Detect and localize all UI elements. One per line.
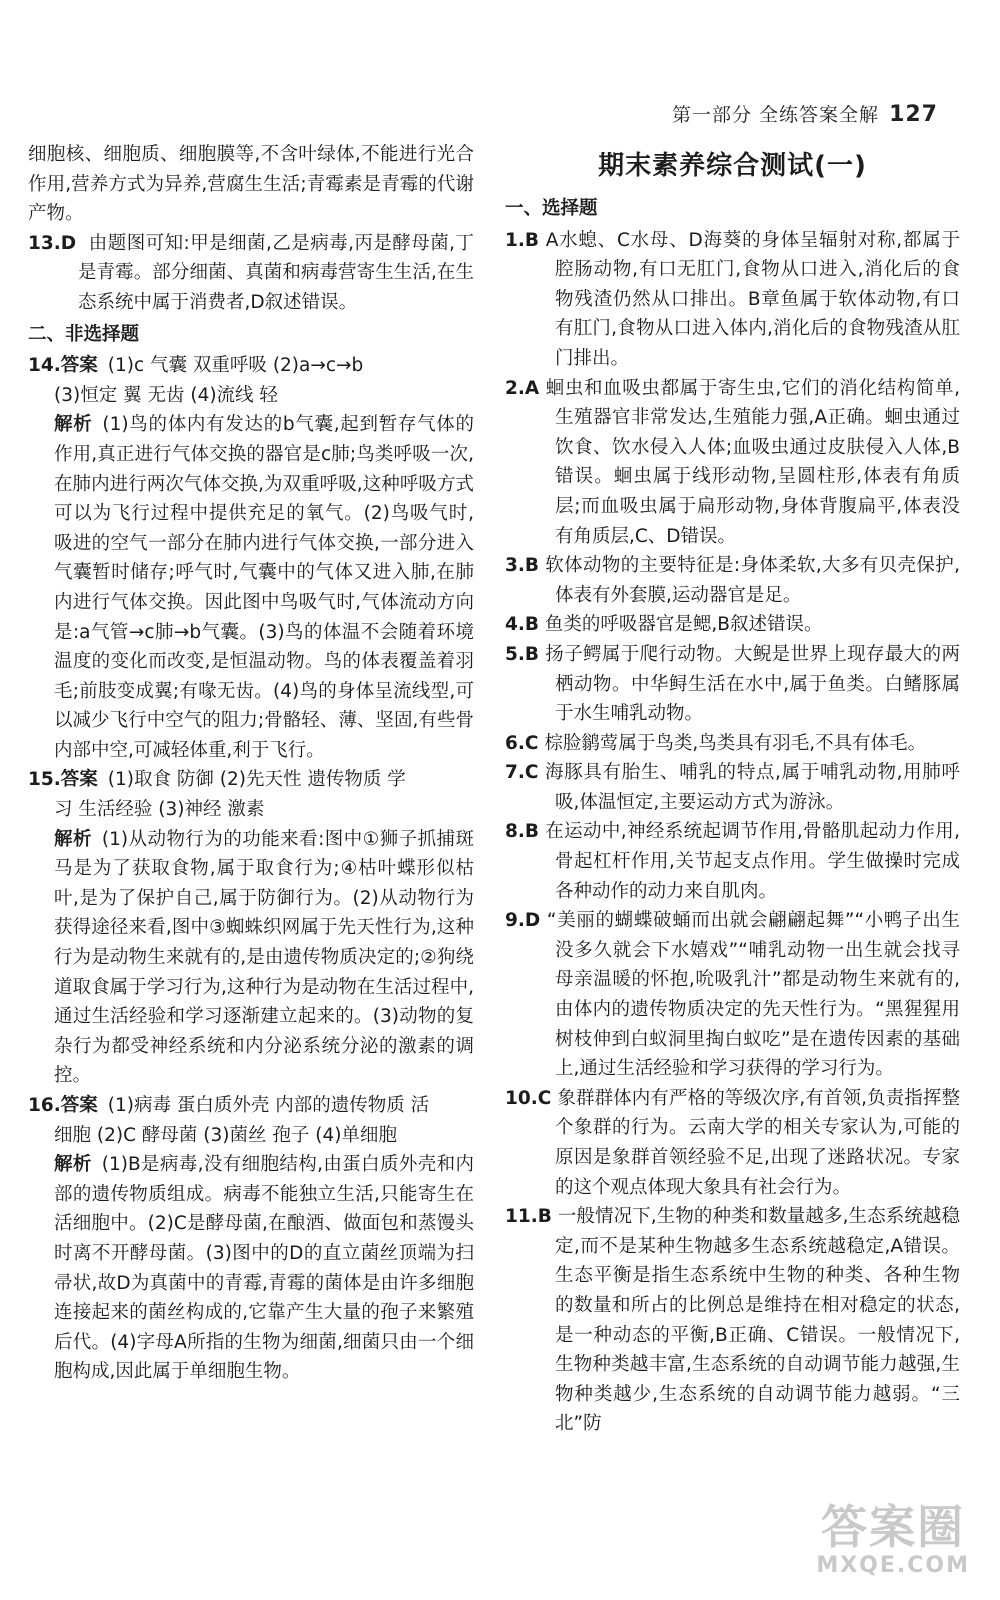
question-14-answer-line2: (3)恒定 翼 无齿 (4)流线 轻 — [54, 384, 278, 406]
answer-item-text: 一般情况下,生物的种类和数量越多,生态系统越稳定,而不是某种生物越多生态系统越稳定,A错误。生态平衡是指生态系统中生物的种类、各种生物的数量和所占的比例总是维持在相对稳定的状态,是一种动态的平衡,B正确、C错误。一般情况下,生物种类越丰富,生态系统的自动调节能力越强,生物种类越少,生态系统的自动调节能力越弱。“三北”防 — [555, 1206, 960, 1435]
answer-item — [505, 729, 960, 759]
question-15-analysis-text: (1)从动物行为的功能来看:图中①狮子抓捕斑马是为了获取食物,属于取食行为;④枯叶蝶形似枯叶,是为了保护自己,属于防御行为。(2)从动物行为获得途径来看,图中③蜘蛛织网属于先天性行为,这种行为是动物生来就有的,是由遗传物质决定的;②狗绕道取食属于学习行为,这种行为是动物在生活过程中,通过生活经验和学习逐渐建立起来的。(3)动物的复杂行为都受神经系统和内分泌系统分泌的激素的调控。 — [54, 828, 474, 1087]
answer-item — [505, 226, 960, 374]
answer-item-number: 9.D — [505, 910, 541, 932]
answer-item-number: 11.B — [505, 1206, 552, 1228]
logo-url: MXQE.COM — [816, 1553, 970, 1578]
answer-label: 答案 — [60, 769, 98, 791]
question-13 — [28, 229, 474, 318]
answer-item-number: 7.C — [505, 762, 539, 784]
question-16-analysis — [28, 1150, 474, 1387]
question-13-text: 由题图可知:甲是细菌,乙是病毒,丙是酵母菌,丁是青霉。部分细菌、真菌和病毒营寄生生活,在生态系统中属于消费者,D叙述错误。 — [78, 232, 474, 313]
question-15-answer-line2: 习 生活经验 (3)神经 激素 — [54, 799, 265, 821]
question-14-answer-line1: (1)c 气囊 双重呼吸 (2)a→c→b — [107, 355, 364, 377]
question-16-number: 16. — [28, 1095, 61, 1116]
right-column — [505, 140, 960, 1439]
intro-paragraph: 细胞核、细胞质、细胞膜等,不含叶绿体,不能进行光合作用,营养方式为异养,营腐生生活;青霉素是青霉的代谢产物。 — [28, 144, 474, 225]
analysis-label: 解析 — [54, 1154, 92, 1176]
answer-item-text: “美丽的蝴蝶破蛹而出就会翩翩起舞”“小鸭子出生没多久就会下水嬉戏”“哺乳动物一出生就会找寻母亲温暖的怀抱,吮吸乳汁”都是动物生来就有的,由体内的遗传物质决定的先天性行为。“黑猩猩用树枝伸到白蚁洞里掏白蚁吃”是在遗传因素的基础上,通过生活经验和学习获得的学习行为。 — [546, 910, 960, 1080]
page-header — [672, 100, 938, 127]
answer-item-number: 2.A — [505, 377, 540, 399]
question-15-answer-line1: (1)取食 防御 (2)先天性 遗传物质 学 — [107, 769, 406, 791]
site-logo — [816, 1501, 970, 1578]
left-column — [28, 140, 474, 1387]
answer-item-text: 鱼类的呼吸器官是鳃,B叙述错误。 — [544, 614, 823, 636]
question-15-answer — [28, 765, 474, 795]
answer-item-text: 棕脸鹟莺属于鸟类,鸟类具有羽毛,不具有体毛。 — [544, 732, 927, 754]
question-16-answer — [28, 1091, 474, 1121]
question-14-answer — [28, 351, 474, 381]
question-15-number: 15. — [28, 769, 61, 791]
question-14-number: 14. — [28, 355, 61, 377]
page-number: 127 — [889, 102, 938, 127]
answer-label: 答案 — [60, 355, 98, 377]
question-13-number: 13.D — [28, 232, 77, 254]
question-14-analysis — [28, 410, 474, 765]
answer-item-text: A水螅、C水母、D海葵的身体呈辐射对称,都属于腔肠动物,有口无肛门,食物从口进入,消化后的食物残渣仍然从口排出。B章鱼属于软体动物,有口有肛门,食物从口进入体内,消化后的食物残渣从肛门排出。 — [545, 229, 961, 369]
analysis-label: 解析 — [54, 414, 93, 436]
answer-item-text: 象群群体内有严格的等级次序,有首领,负责指挥整个象群的行为。云南大学的相关专家认为,可能的原因是象群首领经验不足,出现了迷路状况。专家的这个观点体现大象具有社会行为。 — [555, 1087, 960, 1198]
answer-item-number: 4.B — [505, 614, 540, 636]
answer-item-number: 6.C — [505, 732, 539, 754]
answer-item — [505, 374, 960, 552]
answer-item-text: 软体动物的主要特征是:身体柔软,大多有贝壳保护,体表有外套膜,运动器官是足。 — [545, 555, 960, 606]
header-section: 第一部分 全练答案全解 — [672, 104, 880, 126]
question-16-answer-line1: (1)病毒 蛋白质外壳 内部的遗传物质 活 — [107, 1095, 430, 1116]
answer-item-number: 3.B — [505, 555, 540, 577]
answer-item — [505, 610, 960, 640]
answer-item-text: 蛔虫和血吸虫都属于寄生虫,它们的消化结构简单,生殖器官非常发达,生殖能力强,A正确。蛔虫通过饮食、饮水侵入人体;血吸虫通过皮肤侵入人体,B错误。蛔虫属于线形动物,呈圆柱形,体表有角质层;而血吸虫属于扁形动物,身体背腹扁平,体表没有角质层,C、D错误。 — [545, 377, 961, 547]
answer-item — [505, 758, 960, 817]
answer-item-number: 10.C — [505, 1087, 552, 1109]
question-14-analysis-text: (1)鸟的体内有发达的b气囊,起到暂存气体的作用,真正进行气体交换的器官是c肺;鸟类呼吸一次,在肺内进行两次气体交换,为双重呼吸,这种呼吸方式可以为飞行过程中提供充足的氧气。(2)鸟吸气时,吸进的空气一部分在肺内进行气体交换,一部分进入气囊暂时储存;呼气时,气囊中的气体又进入肺,在肺内进行气体交换。因此图中鸟吸气时,气体流动方向是:a气管→c肺→b气囊。(3)鸟的体温不会随着环境温度的变化而改变,是恒温动物。鸟的体表覆盖着羽毛;前肢变成翼;有喙无齿。(4)鸟的身体呈流线型,可以减少飞行中空气的阻力;骨骼轻、薄、坚固,有些骨内部中空,可减轻体重,利于飞行。 — [54, 414, 474, 761]
answer-item — [505, 817, 960, 906]
question-16-analysis-text: (1)B是病毒,没有细胞结构,由蛋白质外壳和内部的遗传物质组成。病毒不能独立生活,只能寄生在活细胞中。(2)C是酵母菌,在酿酒、做面包和蒸馒头时离不开酵母菌。(3)图中的D的直立菌丝顶端为扫帚状,故D为真菌中的青霉,青霉的菌体是由许多细胞连接起来的菌丝构成的,它靠产生大量的孢子来繁殖后代。(4)字母A所指的生物为细菌,细菌只由一个细胞构成,因此属于单细胞生物。 — [54, 1154, 474, 1383]
answer-item — [505, 1202, 960, 1439]
analysis-label: 解析 — [54, 828, 92, 850]
section-heading-1: 一、选择题 — [505, 198, 598, 219]
answer-label: 答案 — [60, 1095, 98, 1116]
answer-item — [505, 640, 960, 729]
answer-item — [505, 1084, 960, 1202]
question-15-analysis — [28, 825, 474, 1091]
logo-text: 答案圈 — [821, 1500, 966, 1554]
answer-item-number: 8.B — [505, 821, 540, 843]
choice-answer-list — [505, 226, 960, 1439]
answer-item-text: 在运动中,神经系统起调节作用,骨骼肌起动力作用,骨起杠杆作用,关节起支点作用。学生做操时完成各种动作的动力来自肌肉。 — [545, 821, 960, 902]
answer-item-text: 扬子鳄属于爬行动物。大鲵是世界上现存最大的两栖动物。中华鲟生活在水中,属于鱼类。白鳍豚属于水生哺乳动物。 — [545, 643, 960, 725]
test-title: 期末素养综合测试(一) — [598, 151, 867, 181]
question-16-answer-line2: 细胞 (2)C 酵母菌 (3)菌丝 孢子 (4)单细胞 — [54, 1124, 397, 1146]
answer-item-number: 5.B — [505, 643, 540, 665]
section-heading-2: 二、非选择题 — [28, 323, 140, 345]
answer-item-number: 1.B — [505, 229, 540, 251]
answer-item-text: 海豚具有胎生、哺乳的特点,属于哺乳动物,用肺呼吸,体温恒定,主要运动方式为游泳。 — [545, 762, 961, 813]
answer-item — [505, 551, 960, 610]
answer-item — [505, 906, 960, 1084]
